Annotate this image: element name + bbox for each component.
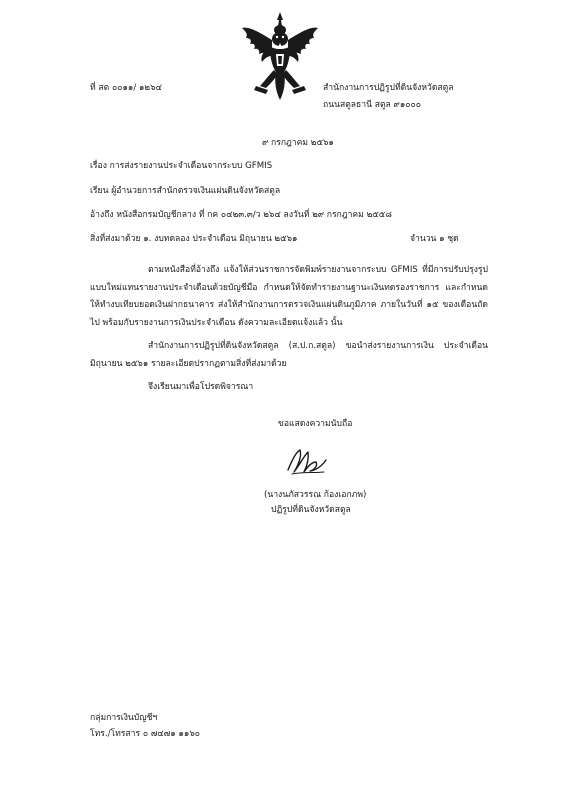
letter-date: ๙ กรกฎาคม ๒๕๖๑	[262, 138, 334, 148]
body-paragraph-1-text: ตามหนังสือที่อ้างถึง แจ้งให้ส่วนราชการจัดพิมพ์รายงานจากระบบ GFMIS ที่มีการปรับปรุงรูปแบบใหม่แทนรายงานประจำเดือนด้วยบัญชีมือ กำหนดให้จัดทำรายงานฐานะเงินทดรองราชการ และกำหนดให้ทำงบเทียบยอดเงินฝากธนาคาร ส่งให้สำนักงานการตรวจเงินแผ่นดินภูมิภาค ภายในวันที่ ๑๕ ของเดือนถัดไป พร้อมกับรายงานการเงินประจำเดือน ดังความละเอียดแจ้งแล้ว นั้น	[90, 265, 488, 328]
body-paragraph-1	[90, 262, 488, 332]
enclosure-quantity: จำนวน ๑ ชุด	[410, 234, 459, 244]
body-paragraph-2-text: สำนักงานการปฏิรูปที่ดินจังหวัดสตูล (ส.ป.ก.สตูล) ขอนำส่งรายงานการเงิน ประจำเดือนมิถุนายน ๒๕๖๑ รายละเอียดปรากฏตามสิ่งที่ส่งมาด้วย	[90, 341, 488, 369]
subject-line: เรื่อง การส่งรายงานประจำเดือนจากระบบ GFMIS	[90, 161, 273, 171]
office-address: ถนนสตูลธานี สตูล ๙๑๐๐๐	[323, 100, 422, 110]
office-name: สำนักงานการปฏิรูปที่ดินจังหวัดสตูล	[323, 83, 454, 93]
reference-line: อ้างถึง หนังสือกรมบัญชีกลาง ที่ กค ๐๔๒๓.๓/ว ๒๖๔ ลงวันที่ ๒๙ กรกฎาคม ๒๕๕๘	[90, 210, 392, 220]
reference-number: ที่ สต ๐๐๑๑/ ๑๒๖๔	[90, 83, 163, 93]
handwritten-signature	[282, 442, 332, 480]
signatory-title: ปฏิรูปที่ดินจังหวัดสตูล	[271, 505, 351, 515]
enclosure-line: สิ่งที่ส่งมาด้วย ๑. งบทดลอง ประจำเดือน มิถุนายน ๒๕๖๑	[90, 234, 298, 244]
signatory-name: (นางนภัสวรรณ ก้องเอกภพ)	[264, 490, 367, 500]
closing-request: จึงเรียนมาเพื่อโปรดพิจารณา	[148, 382, 254, 392]
footer-department: กลุ่มการเงินบัญชีฯ	[90, 713, 158, 723]
body-paragraph-2	[90, 338, 488, 373]
garuda-emblem-icon	[240, 10, 320, 102]
salutation-line: เรียน ผู้อำนวยการสำนักตรวจเงินแผ่นดินจังหวัดสตูล	[90, 186, 281, 196]
footer-phone: โทร./โทรสาร ๐ ๗๔๗๑ ๑๑๖๐	[90, 729, 201, 739]
closing-phrase: ขอแสดงความนับถือ	[278, 419, 353, 429]
